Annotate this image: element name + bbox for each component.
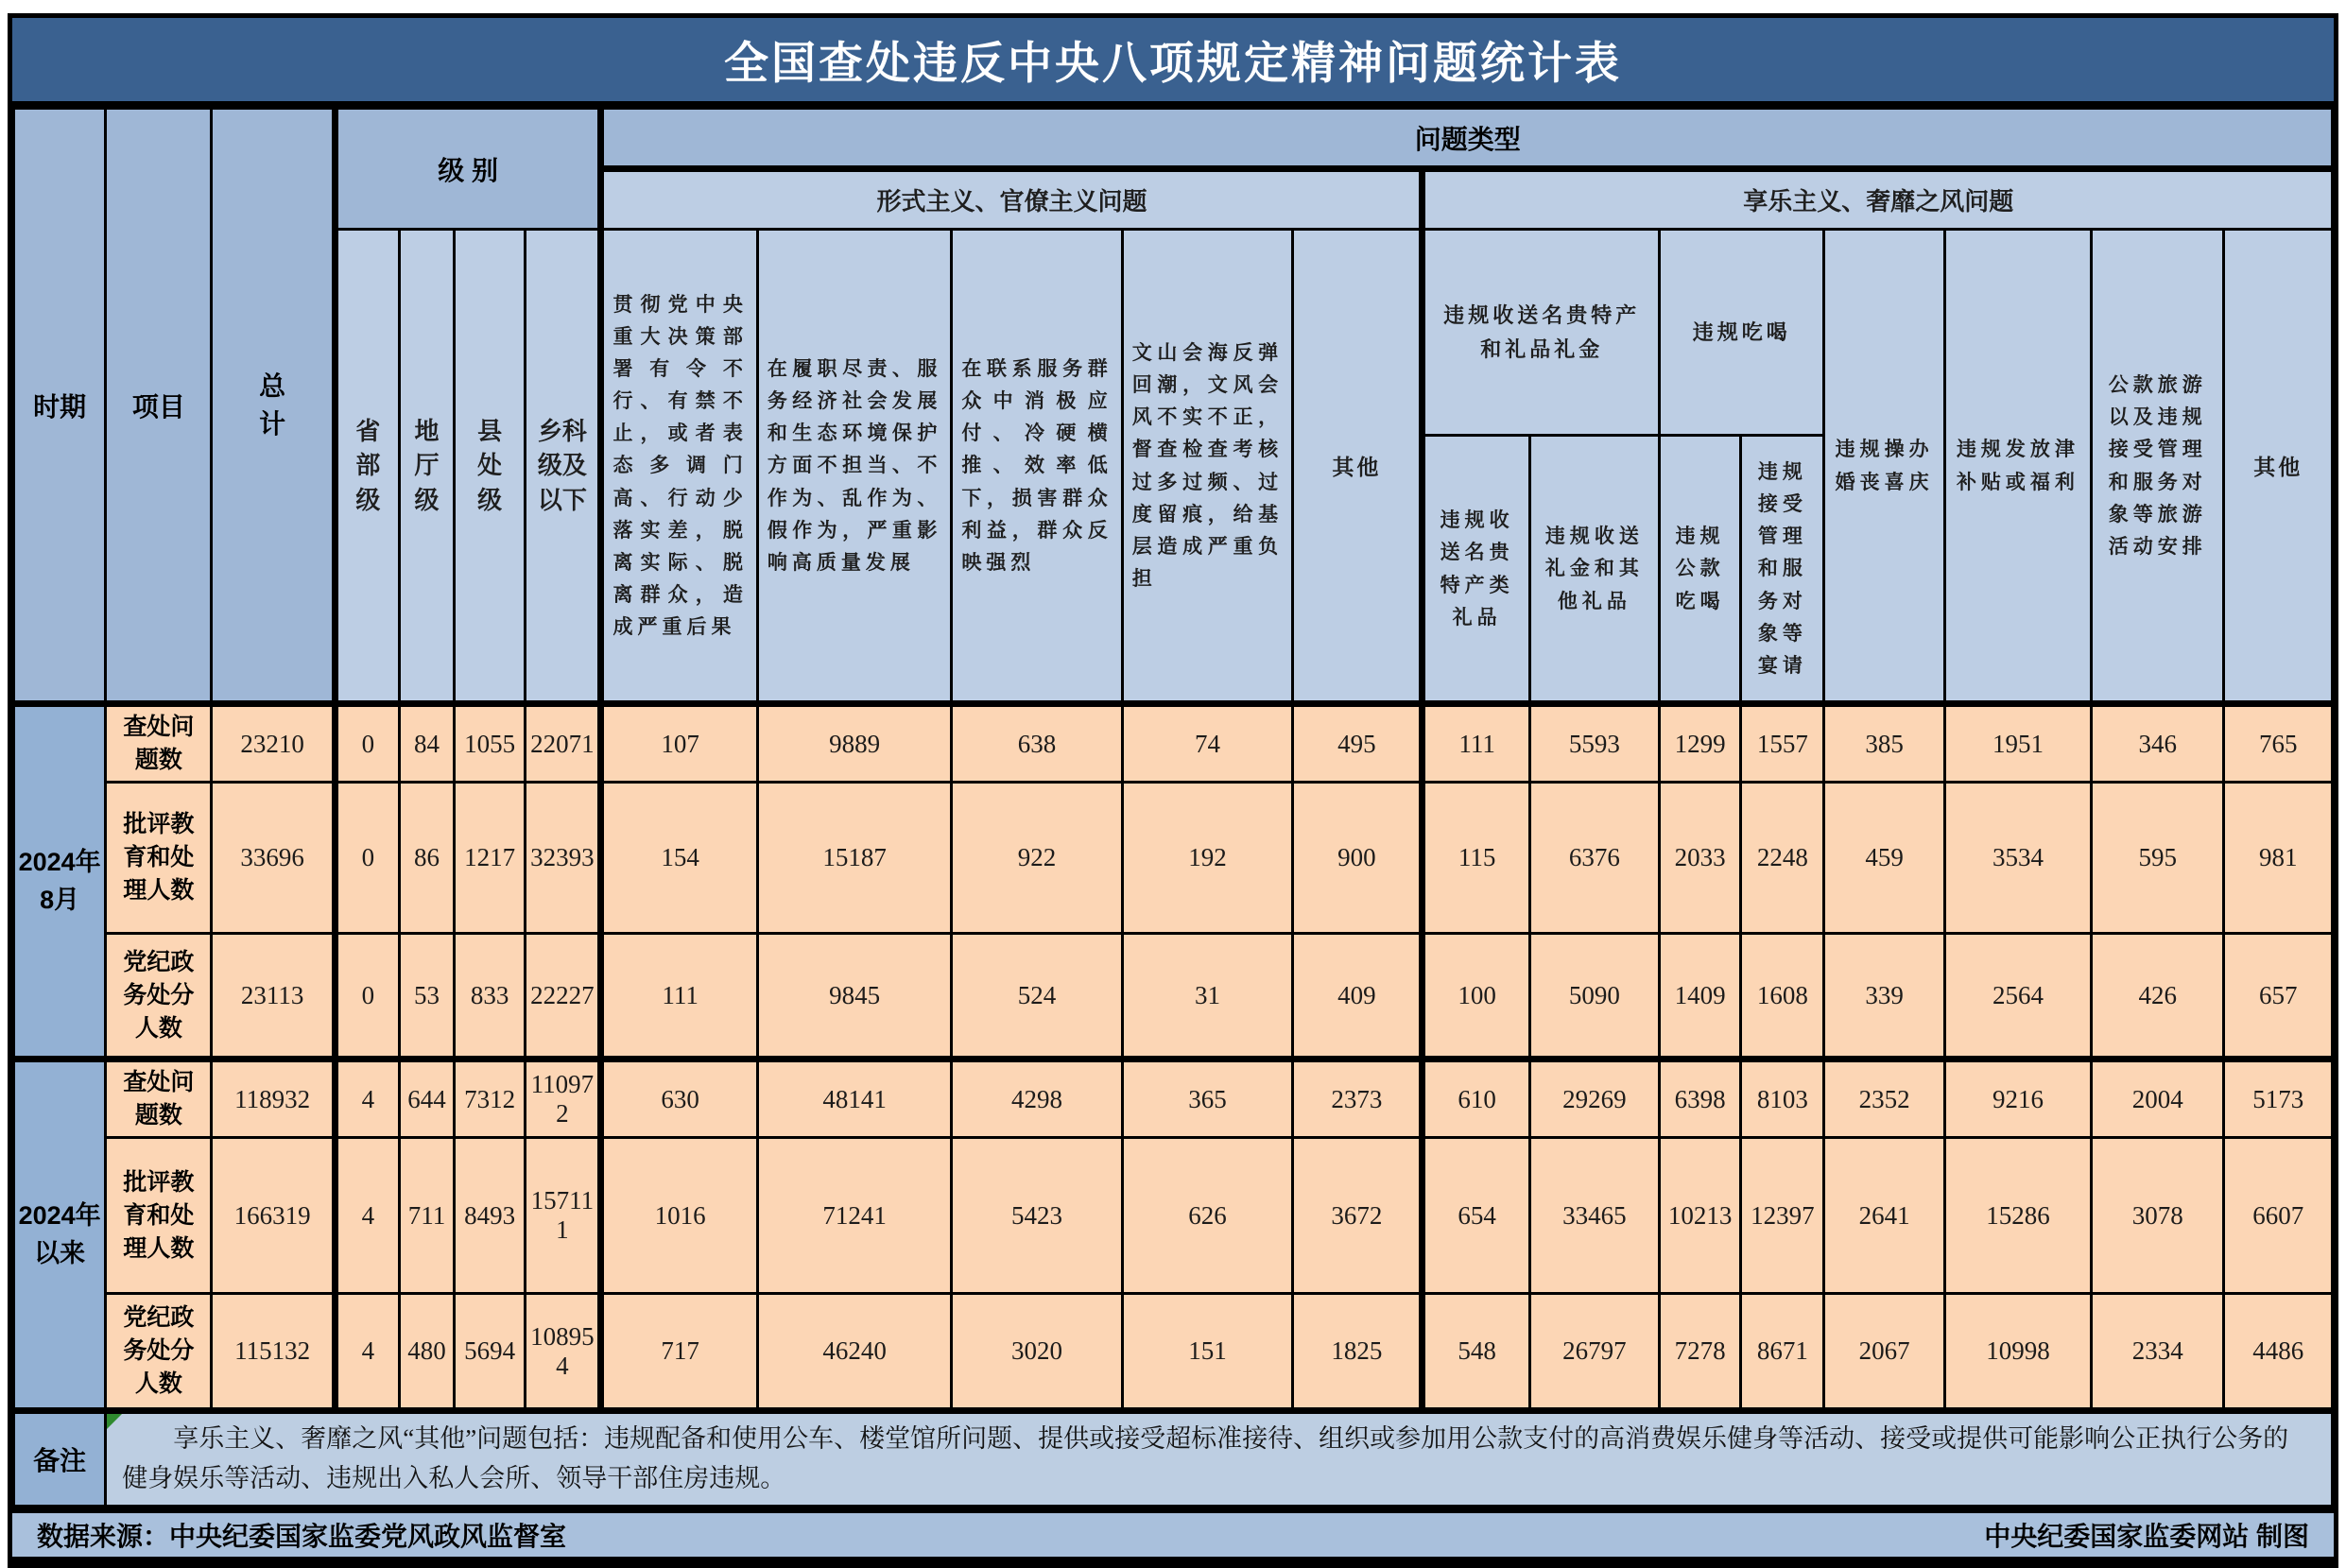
data-cell: 2334 bbox=[2092, 1294, 2224, 1411]
data-cell: 53 bbox=[399, 934, 454, 1060]
data-cell: 74 bbox=[1122, 704, 1292, 783]
data-cell: 115 bbox=[1423, 783, 1529, 934]
table-row bbox=[14, 1060, 2333, 1138]
data-cell: 166319 bbox=[212, 1138, 335, 1294]
header-row-1 bbox=[14, 109, 2333, 169]
data-cell: 1055 bbox=[455, 704, 526, 783]
table-row bbox=[14, 704, 2333, 783]
notes-row bbox=[14, 1411, 2333, 1507]
col-header-formalism-other: 其他 bbox=[1293, 230, 1423, 704]
data-cell: 9845 bbox=[757, 934, 951, 1060]
data-cell: 3672 bbox=[1293, 1138, 1423, 1294]
data-cell: 385 bbox=[1824, 704, 1944, 783]
data-cell: 711 bbox=[399, 1138, 454, 1294]
data-cell: 115132 bbox=[212, 1294, 335, 1411]
col-group-problem-type: 问题类型 bbox=[601, 109, 2333, 169]
data-cell: 192 bbox=[1122, 783, 1292, 934]
data-cell: 409 bbox=[1293, 934, 1423, 1060]
data-cell: 0 bbox=[335, 783, 399, 934]
data-cell: 524 bbox=[952, 934, 1122, 1060]
data-cell: 5593 bbox=[1529, 704, 1659, 783]
col-header-public-funded-travel: 公款旅游以及违规接受管理和服务对象等旅游活动安排 bbox=[2092, 230, 2224, 704]
col-header-hedonism-other: 其他 bbox=[2224, 230, 2333, 704]
data-cell: 3534 bbox=[1944, 783, 2091, 934]
data-cell: 4 bbox=[335, 1060, 399, 1138]
col-header-item: 项目 bbox=[106, 109, 212, 704]
data-cell: 657 bbox=[2224, 934, 2333, 1060]
col-header-total-label: 总计 bbox=[259, 371, 286, 439]
data-cell: 7312 bbox=[455, 1060, 526, 1138]
statistics-table bbox=[12, 107, 2334, 1508]
col-header-formalism-2: 在履职尽责、服务经济社会发展和生态环境保护方面不担当、不作为、乱作为、假作为，严重影响高质量发展 bbox=[757, 230, 951, 704]
data-cell: 15286 bbox=[1944, 1138, 2091, 1294]
data-cell: 33696 bbox=[212, 783, 335, 934]
data-cell: 1825 bbox=[1293, 1294, 1423, 1411]
data-cell: 610 bbox=[1423, 1060, 1529, 1138]
data-cell: 4298 bbox=[952, 1060, 1122, 1138]
col-group-gifts: 违规收送名贵特产和礼品礼金 bbox=[1423, 230, 1660, 436]
data-cell: 107 bbox=[601, 704, 757, 783]
row-label: 查处问题数 bbox=[106, 704, 212, 783]
col-header-level-province bbox=[335, 230, 399, 704]
data-cell: 426 bbox=[2092, 934, 2224, 1060]
col-group-formalism: 形式主义、官僚主义问题 bbox=[601, 169, 1423, 230]
data-cell: 2373 bbox=[1293, 1060, 1423, 1138]
data-cell: 100 bbox=[1423, 934, 1529, 1060]
data-cell: 630 bbox=[601, 1060, 757, 1138]
col-header-total bbox=[212, 109, 335, 704]
data-cell: 1409 bbox=[1660, 934, 1741, 1060]
data-cell: 654 bbox=[1423, 1138, 1529, 1294]
data-cell: 118932 bbox=[212, 1060, 335, 1138]
data-cell: 638 bbox=[952, 704, 1122, 783]
data-cell: 29269 bbox=[1529, 1060, 1659, 1138]
notes-cell bbox=[106, 1411, 2333, 1507]
data-cell: 46240 bbox=[757, 1294, 951, 1411]
table-row bbox=[14, 934, 2333, 1060]
header-row-3 bbox=[14, 230, 2333, 436]
data-source-text: 数据来源：中央纪委国家监委党风政风监督室 bbox=[37, 1521, 567, 1551]
col-header-allowances: 违规发放津补贴或福利 bbox=[1944, 230, 2091, 704]
col-header-gifts-specialty: 违规收送名贵特产类礼品 bbox=[1423, 436, 1529, 704]
data-cell: 23113 bbox=[212, 934, 335, 1060]
data-cell: 2067 bbox=[1824, 1294, 1944, 1411]
col-group-dining: 违规吃喝 bbox=[1660, 230, 1824, 436]
data-cell: 4 bbox=[335, 1138, 399, 1294]
data-cell: 5694 bbox=[455, 1294, 526, 1411]
data-cell: 7278 bbox=[1660, 1294, 1741, 1411]
data-cell: 4 bbox=[335, 1294, 399, 1411]
data-cell: 5173 bbox=[2224, 1060, 2333, 1138]
footer-bar bbox=[12, 1508, 2334, 1557]
data-cell: 8671 bbox=[1741, 1294, 1824, 1411]
data-cell: 365 bbox=[1122, 1060, 1292, 1138]
data-cell: 1557 bbox=[1741, 704, 1824, 783]
data-cell: 981 bbox=[2224, 783, 2333, 934]
data-cell: 9216 bbox=[1944, 1060, 2091, 1138]
level-township-label: 乡科级及以下 bbox=[537, 416, 587, 514]
col-header-dining-banquets: 违规接受管理和服务对象等宴请 bbox=[1741, 436, 1824, 704]
page-title: 全国查处违反中央八项规定精神问题统计表 bbox=[12, 18, 2334, 107]
data-cell: 12397 bbox=[1741, 1138, 1824, 1294]
table-row bbox=[14, 1138, 2333, 1294]
data-cell: 48141 bbox=[757, 1060, 951, 1138]
period-cell: 2024年8月 bbox=[14, 704, 106, 1060]
data-cell: 10213 bbox=[1660, 1138, 1741, 1294]
data-cell: 1608 bbox=[1741, 934, 1824, 1060]
data-cell: 151 bbox=[1122, 1294, 1292, 1411]
data-cell: 0 bbox=[335, 704, 399, 783]
data-cell: 1951 bbox=[1944, 704, 2091, 783]
data-cell: 4486 bbox=[2224, 1294, 2333, 1411]
data-cell: 2004 bbox=[2092, 1060, 2224, 1138]
col-header-level-township bbox=[526, 230, 601, 704]
data-cell: 626 bbox=[1122, 1138, 1292, 1294]
data-cell: 2352 bbox=[1824, 1060, 1944, 1138]
col-header-formalism-4: 文山会海反弹回潮，文风会风不实不正，督查检查考核过多过频、过度留痕，给基层造成严重负担 bbox=[1122, 230, 1292, 704]
col-header-level-county bbox=[455, 230, 526, 704]
data-cell: 111 bbox=[601, 934, 757, 1060]
level-county-label: 县处级 bbox=[477, 416, 503, 514]
data-cell: 5090 bbox=[1529, 934, 1659, 1060]
data-cell: 765 bbox=[2224, 704, 2333, 783]
data-cell: 154 bbox=[601, 783, 757, 934]
col-group-hedonism: 享乐主义、奢靡之风问题 bbox=[1423, 169, 2333, 230]
data-cell: 595 bbox=[2092, 783, 2224, 934]
data-cell: 8493 bbox=[455, 1138, 526, 1294]
data-cell: 110972 bbox=[526, 1060, 601, 1138]
row-label: 查处问题数 bbox=[106, 1060, 212, 1138]
data-cell: 111 bbox=[1423, 704, 1529, 783]
level-prefecture-label: 地厅级 bbox=[414, 416, 440, 514]
data-cell: 644 bbox=[399, 1060, 454, 1138]
data-cell: 6607 bbox=[2224, 1138, 2333, 1294]
data-cell: 900 bbox=[1293, 783, 1423, 934]
data-cell: 6376 bbox=[1529, 783, 1659, 934]
data-cell: 717 bbox=[601, 1294, 757, 1411]
data-cell: 15187 bbox=[757, 783, 951, 934]
data-cell: 33465 bbox=[1529, 1138, 1659, 1294]
data-cell: 10998 bbox=[1944, 1294, 2091, 1411]
data-cell: 0 bbox=[335, 934, 399, 1060]
data-cell: 1299 bbox=[1660, 704, 1741, 783]
data-cell: 495 bbox=[1293, 704, 1423, 783]
table-row bbox=[14, 783, 2333, 934]
data-cell: 32393 bbox=[526, 783, 601, 934]
level-province-label: 省部级 bbox=[355, 416, 381, 514]
col-header-weddings-funerals: 违规操办婚丧喜庆 bbox=[1824, 230, 1944, 704]
data-cell: 459 bbox=[1824, 783, 1944, 934]
data-cell: 480 bbox=[399, 1294, 454, 1411]
col-header-level-prefecture bbox=[399, 230, 454, 704]
data-cell: 26797 bbox=[1529, 1294, 1659, 1411]
cell-corner-marker-icon bbox=[107, 1414, 122, 1429]
row-label: 批评教育和处理人数 bbox=[106, 1138, 212, 1294]
data-cell: 1217 bbox=[455, 783, 526, 934]
data-cell: 346 bbox=[2092, 704, 2224, 783]
data-cell: 2248 bbox=[1741, 783, 1824, 934]
data-cell: 833 bbox=[455, 934, 526, 1060]
col-header-formalism-3: 在联系服务群众中消极应付、冷硬横推、效率低下，损害群众利益，群众反映强烈 bbox=[952, 230, 1122, 704]
col-header-dining-public-funds: 违规公款吃喝 bbox=[1660, 436, 1741, 704]
col-header-formalism-1: 贯彻党中央重大决策部署有令不行、有禁不止，或者表态多调门高、行动少落实差，脱离实际、脱离群众，造成严重后果 bbox=[601, 230, 757, 704]
data-cell: 6398 bbox=[1660, 1060, 1741, 1138]
data-cell: 2641 bbox=[1824, 1138, 1944, 1294]
data-cell: 157111 bbox=[526, 1138, 601, 1294]
data-cell: 922 bbox=[952, 783, 1122, 934]
statistics-sheet bbox=[8, 13, 2338, 1568]
row-label: 批评教育和处理人数 bbox=[106, 783, 212, 934]
data-cell: 22227 bbox=[526, 934, 601, 1060]
data-cell: 9889 bbox=[757, 704, 951, 783]
col-header-gifts-cash: 违规收送礼金和其他礼品 bbox=[1529, 436, 1659, 704]
data-cell: 2564 bbox=[1944, 934, 2091, 1060]
data-cell: 23210 bbox=[212, 704, 335, 783]
data-cell: 8103 bbox=[1741, 1060, 1824, 1138]
data-cell: 339 bbox=[1824, 934, 1944, 1060]
data-cell: 71241 bbox=[757, 1138, 951, 1294]
period-cell: 2024年以来 bbox=[14, 1060, 106, 1411]
data-cell: 86 bbox=[399, 783, 454, 934]
data-cell: 548 bbox=[1423, 1294, 1529, 1411]
data-cell: 22071 bbox=[526, 704, 601, 783]
data-cell: 3020 bbox=[952, 1294, 1122, 1411]
data-cell: 5423 bbox=[952, 1138, 1122, 1294]
table-row bbox=[14, 1294, 2333, 1411]
credit-text: 中央纪委国家监委网站 制图 bbox=[1984, 1521, 2309, 1551]
data-cell: 1016 bbox=[601, 1138, 757, 1294]
col-header-period: 时期 bbox=[14, 109, 106, 704]
data-cell: 31 bbox=[1122, 934, 1292, 1060]
data-cell: 84 bbox=[399, 704, 454, 783]
row-label: 党纪政务处分人数 bbox=[106, 934, 212, 1060]
col-group-level: 级 别 bbox=[335, 109, 601, 230]
notes-text: 享乐主义、奢靡之风“其他”问题包括：违规配备和使用公车、楼堂馆所问题、提供或接受超标准接待、组织或参加用公款支付的高消费娱乐健身等活动、接受或提供可能影响公正执行公务的健身娱乐等活动、违规出入私人会所、领导干部住房违规。 bbox=[122, 1424, 2289, 1492]
data-cell: 2033 bbox=[1660, 783, 1741, 934]
data-cell: 3078 bbox=[2092, 1138, 2224, 1294]
data-cell: 108954 bbox=[526, 1294, 601, 1411]
notes-label: 备注 bbox=[14, 1411, 106, 1507]
row-label: 党纪政务处分人数 bbox=[106, 1294, 212, 1411]
